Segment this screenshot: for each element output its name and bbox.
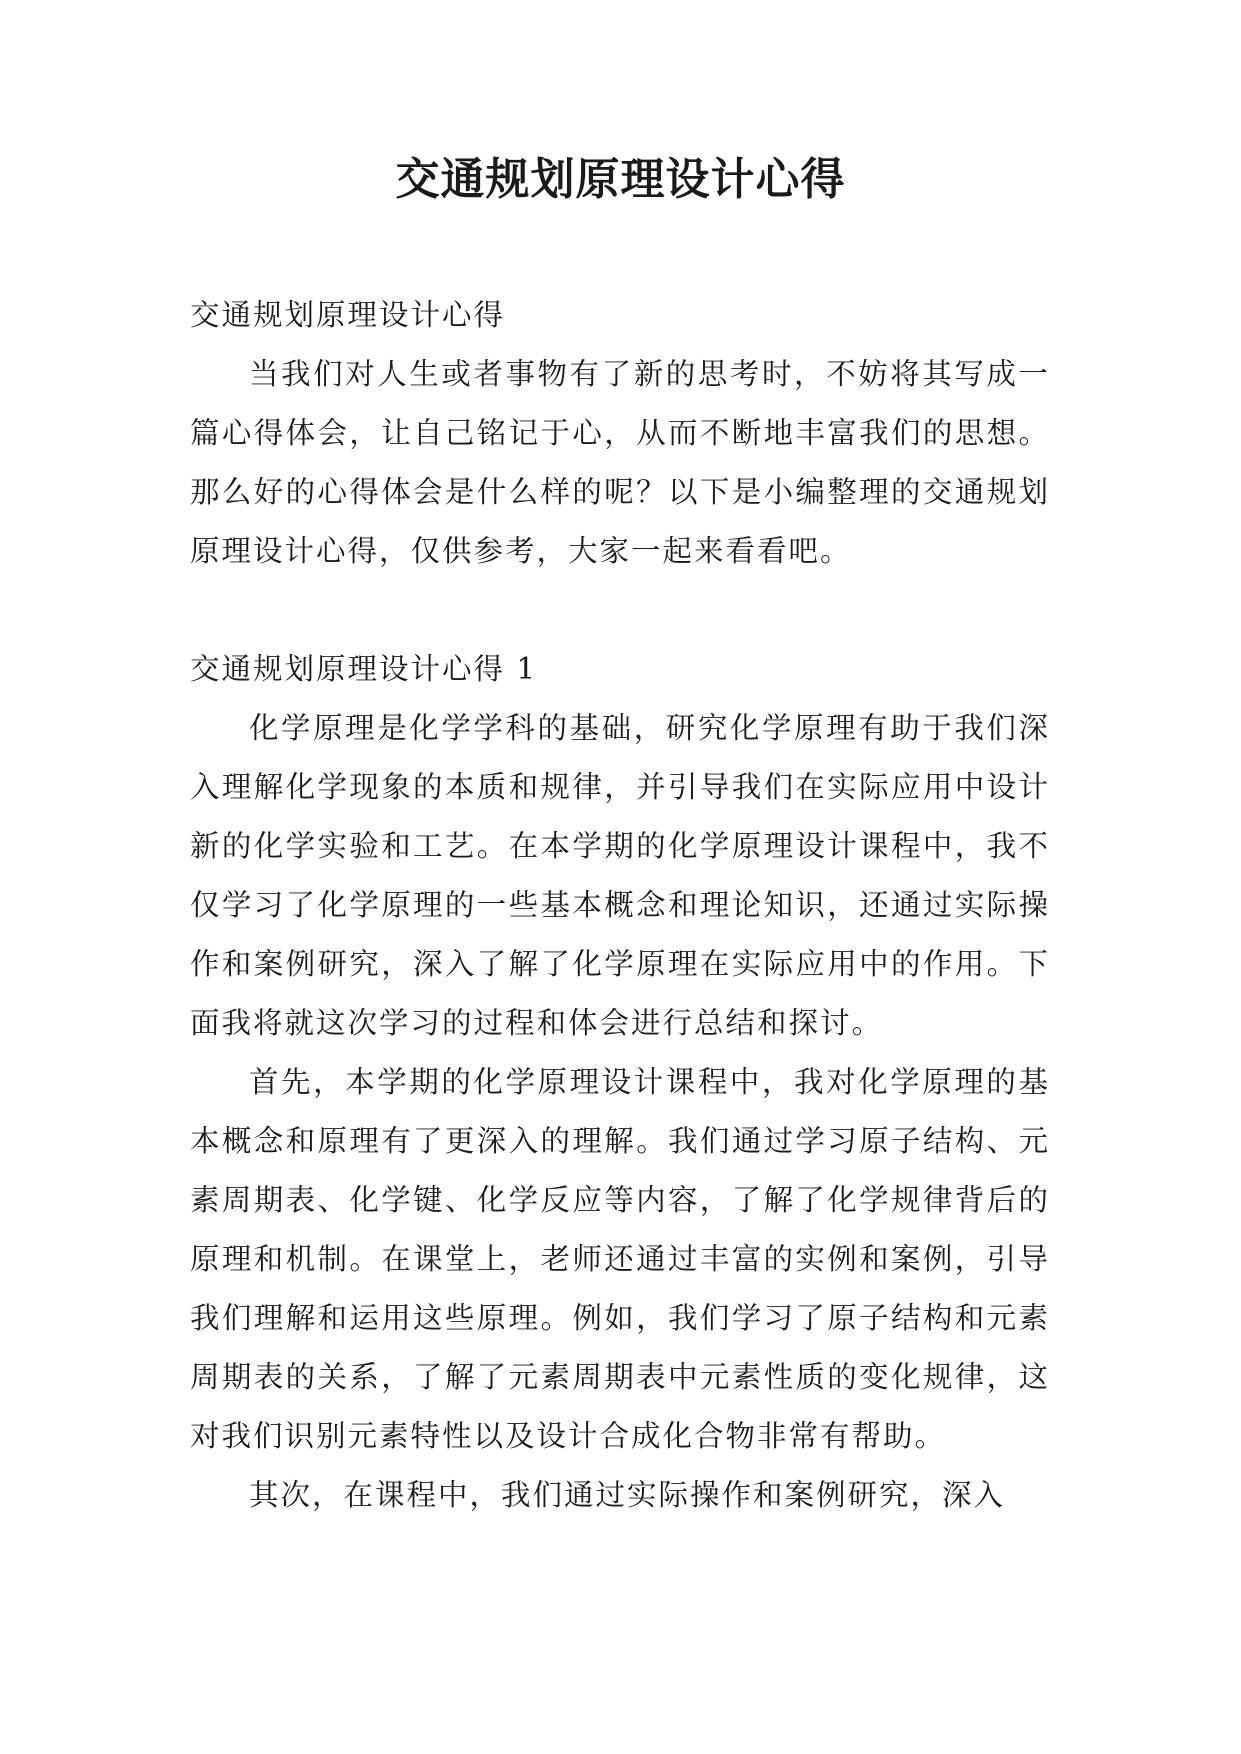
section-spacer [190, 581, 1050, 640]
body-paragraph: 化学原理是化学学科的基础，研究化学原理有助于我们深入理解化学现象的本质和规律，并引导我们在实际应用中设计新的化学实验和工艺。在本学期的化学原理设计课程中，我不仅学习了化学原理的一些基本概念和理论知识，还通过实际操作和案例研究，深入了解了化学原理在实际应用中的作用。下面我将就这次学习的过程和体会进行总结和探讨。 [190, 711, 1050, 1040]
section-heading: 交通规划原理设计心得 1 [190, 652, 538, 686]
document-body [190, 286, 1050, 1525]
body-paragraph: 首先，本学期的化学原理设计课程中，我对化学原理的基本概念和原理有了更深入的理解。我们通过学习原子结构、元素周期表、化学键、化学反应等内容，了解了化学规律背后的原理和机制。在课堂上，老师还通过丰富的实例和案例，引导我们理解和运用这些原理。例如，我们学习了原子结构和元素周期表的关系，了解了元素周期表中元素性质的变化规律，这对我们识别元素特性以及设计合成化合物非常有帮助。 [190, 1065, 1050, 1453]
body-paragraph: 其次，在课程中，我们通过实际操作和案例研究，深入 [249, 1478, 1006, 1512]
intro-paragraph: 当我们对人生或者事物有了新的思考时，不妨将其写成一篇心得体会，让自己铭记于心，从而不断地丰富我们的思想。那么好的心得体会是什么样的呢？以下是小编整理的交通规划原理设计心得，仅供参考，大家一起来看看吧。 [190, 357, 1050, 568]
document-title: 交通规划原理设计心得 [395, 154, 846, 205]
intro-heading: 交通规划原理设计心得 [190, 298, 506, 332]
